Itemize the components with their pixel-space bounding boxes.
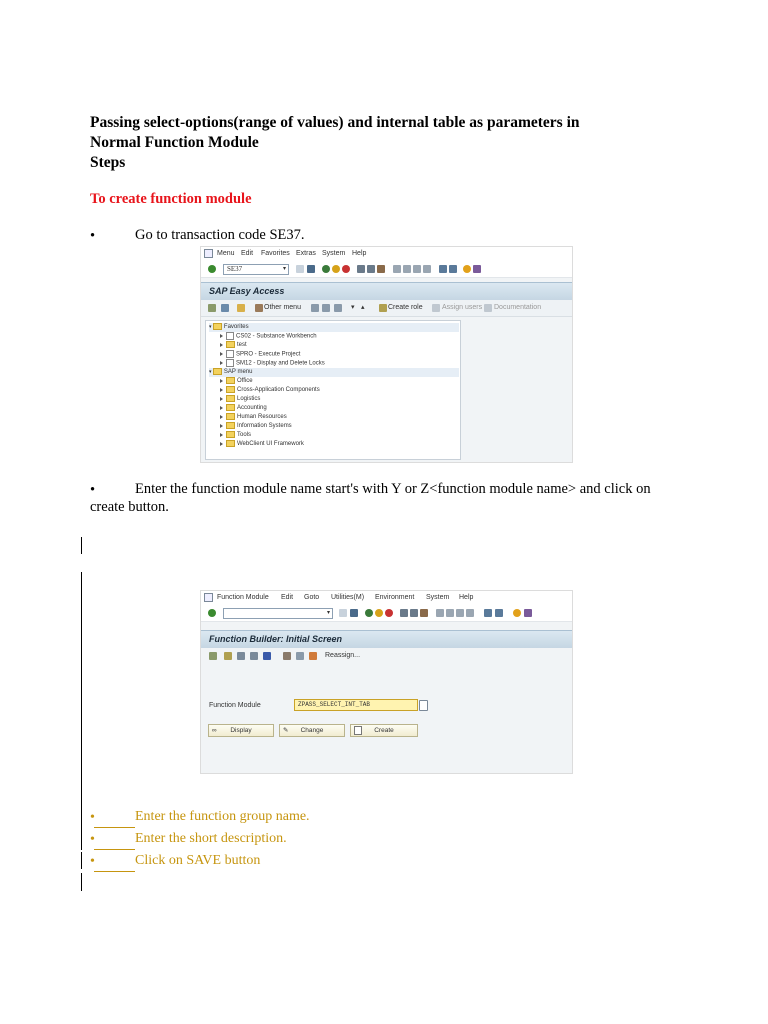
change-bar (81, 537, 82, 554)
underline-gap (94, 831, 135, 850)
sap-menubar (201, 247, 572, 261)
back-nav-icon[interactable] (322, 265, 330, 273)
business-workplace-icon[interactable] (237, 304, 245, 312)
exit-icon[interactable] (375, 609, 383, 617)
tree-node[interactable]: Logistics (220, 395, 260, 404)
documentation-icon[interactable] (484, 304, 492, 312)
tree-node[interactable]: CS02 - Substance Workbench (220, 332, 317, 341)
assign-users-icon[interactable] (432, 304, 440, 312)
shortcut-icon[interactable] (449, 265, 457, 273)
sap-title-bar (201, 282, 572, 301)
heading-line-1: Passing select-options(range of values) and internal table as parameters in (90, 114, 580, 131)
pencil-icon: ✎ (283, 727, 289, 734)
underline-gap (94, 853, 135, 872)
tree-node[interactable]: Information Systems (220, 422, 292, 431)
delete-favorites-icon[interactable] (322, 304, 330, 312)
underline-gap (94, 809, 135, 828)
find-next-icon[interactable] (420, 609, 428, 617)
function-module-label: Function Module (209, 702, 261, 709)
bullet-item-2 (90, 480, 710, 520)
reassign-button[interactable]: Reassign... (325, 652, 361, 659)
menu-item[interactable]: Help (459, 594, 474, 601)
last-page-icon[interactable] (423, 265, 431, 273)
screen-title: SAP Easy Access (209, 286, 285, 296)
tree-node[interactable]: Human Resources (220, 413, 287, 422)
bullet-text-line-2: create button. (90, 499, 169, 515)
heading-line-2: Normal Function Module (90, 134, 259, 151)
assign-users-button[interactable]: Assign users (442, 304, 483, 311)
add-favorites-icon[interactable] (311, 304, 319, 312)
enter-icon[interactable] (208, 609, 216, 617)
document-heading (90, 113, 710, 173)
function-module-input[interactable]: ZPASS_SELECT_INT_TAB (294, 699, 418, 711)
screen-title: Function Builder: Initial Screen (209, 634, 343, 644)
menu-item[interactable]: Menu (217, 250, 235, 257)
sap-menu-icon[interactable] (221, 304, 229, 312)
list-item-text[interactable]: Enter the function group name. (135, 809, 310, 824)
dropdown-icon[interactable]: ▾ (282, 266, 286, 272)
tree-node[interactable]: test (220, 341, 247, 350)
menu-item[interactable]: Goto (304, 594, 320, 601)
new-document-icon (354, 726, 362, 735)
sap-easy-access-screenshot (200, 246, 573, 463)
tree-node-sap-menu[interactable]: ▾ SAP menu (209, 368, 459, 377)
heading-line-3: Steps (90, 154, 126, 171)
change-button[interactable]: ✎ Change (279, 724, 345, 737)
help-icon[interactable] (513, 609, 521, 617)
bullet-item-1 (90, 226, 690, 246)
print-icon[interactable] (400, 609, 408, 617)
bullet-dot: • (90, 810, 95, 825)
dropdown-icon[interactable]: ▾ (326, 610, 330, 616)
move-up-icon[interactable]: ▴ (361, 304, 365, 311)
bullet-dot: • (90, 832, 95, 847)
copy-icon[interactable] (296, 652, 304, 660)
tree-node[interactable]: Office (220, 377, 253, 386)
cancel-icon[interactable] (342, 265, 350, 273)
first-page-icon[interactable] (393, 265, 401, 273)
tree-node-favorites[interactable]: ▾ Favorites (209, 323, 459, 332)
find-icon[interactable] (410, 609, 418, 617)
menu-item[interactable]: Edit (281, 594, 294, 601)
list-item[interactable] (90, 853, 490, 873)
create-role-button[interactable]: Create role (388, 304, 423, 311)
bullet-text-line-1: Enter the function module name start's with Y or Z<function module name> and click on (135, 481, 651, 497)
first-page-icon[interactable] (436, 609, 444, 617)
next-page-icon[interactable] (456, 609, 464, 617)
tree-node[interactable]: SPRO - Execute Project (220, 350, 300, 359)
print-icon[interactable] (357, 265, 365, 273)
prev-page-icon[interactable] (403, 265, 411, 273)
menu-item[interactable]: Help (352, 250, 367, 257)
other-menu-icon[interactable] (255, 304, 263, 312)
create-role-icon[interactable] (379, 304, 387, 312)
window-menu-icon (204, 249, 213, 258)
shortcut-icon[interactable] (495, 609, 503, 617)
layout-icon[interactable] (524, 609, 532, 617)
user-menu-icon[interactable] (208, 304, 216, 312)
bullet-dot: • (90, 854, 95, 869)
move-down-icon[interactable]: ▾ (351, 304, 355, 311)
new-session-icon[interactable] (439, 265, 447, 273)
change-bar (81, 572, 82, 850)
menu-item[interactable]: Edit (241, 250, 254, 257)
display-button[interactable]: ∞ Display (208, 724, 274, 737)
rename-icon[interactable] (309, 652, 317, 660)
last-page-icon[interactable] (466, 609, 474, 617)
enter-icon[interactable] (208, 265, 216, 273)
sap-application-toolbar (201, 648, 572, 664)
info-icon[interactable] (263, 652, 271, 660)
sap-menubar (201, 591, 572, 605)
where-used-icon[interactable] (224, 652, 232, 660)
create-button[interactable]: Create (350, 724, 418, 737)
help-icon[interactable] (463, 265, 471, 273)
layout-icon[interactable] (473, 265, 481, 273)
prev-page-icon[interactable] (446, 609, 454, 617)
find-icon[interactable] (367, 265, 375, 273)
save-icon[interactable] (350, 609, 358, 617)
menu-item[interactable]: Function Module (217, 594, 269, 601)
tree-node[interactable]: Accounting (220, 404, 267, 413)
glasses-icon: ∞ (212, 727, 217, 734)
menu-item[interactable]: System (426, 594, 450, 601)
list-item-text[interactable]: Enter the short description. (135, 831, 287, 846)
next-page-icon[interactable] (413, 265, 421, 273)
tree-node[interactable]: SM12 - Display and Delete Locks (220, 359, 325, 368)
sap-title-bar (201, 630, 572, 649)
save-icon[interactable] (307, 265, 315, 273)
change-bar (81, 852, 82, 869)
window-menu-icon (204, 593, 213, 602)
list-item-text[interactable]: Click on SAVE button (135, 853, 261, 868)
menu-item[interactable]: Utilities(M) (331, 594, 365, 601)
menu-item[interactable]: Extras (296, 250, 316, 257)
function-builder-screenshot (200, 590, 573, 774)
documentation-button[interactable]: Documentation (494, 304, 542, 311)
find-next-icon[interactable] (377, 265, 385, 273)
change-favorites-icon[interactable] (334, 304, 342, 312)
menu-item[interactable]: Favorites (261, 250, 290, 257)
bullet-dot: • (90, 228, 96, 244)
command-field[interactable]: SE37 ▾ (223, 264, 289, 275)
list-item[interactable] (90, 809, 490, 829)
cancel-icon[interactable] (385, 609, 393, 617)
menu-item[interactable]: Environment (375, 594, 415, 601)
sap-command-bar (201, 261, 572, 278)
sap-menu-tree (205, 320, 461, 460)
test-icon[interactable] (237, 652, 245, 660)
tree-node[interactable]: WebClient UI Framework (220, 440, 304, 449)
change-bar (81, 873, 82, 891)
back-icon[interactable] (339, 609, 347, 617)
tree-node[interactable]: Tools (220, 431, 251, 440)
bullet-text: Go to transaction code SE37. (135, 227, 305, 243)
back-nav-icon[interactable] (365, 609, 373, 617)
exit-icon[interactable] (332, 265, 340, 273)
menu-item[interactable]: System (322, 250, 346, 257)
display-object-list-icon[interactable] (250, 652, 258, 660)
list-item[interactable] (90, 831, 490, 851)
tree-node[interactable]: Cross-Application Components (220, 386, 320, 395)
new-session-icon[interactable] (484, 609, 492, 617)
sap-application-toolbar (201, 300, 572, 317)
back-icon[interactable] (296, 265, 304, 273)
value-help-icon[interactable] (419, 700, 428, 711)
sap-command-bar (201, 605, 572, 622)
delete-icon[interactable] (283, 652, 291, 660)
other-object-icon[interactable] (209, 652, 217, 660)
command-field[interactable] (223, 608, 333, 619)
bullet-dot: • (90, 482, 96, 498)
section-title: To create function module (90, 191, 252, 207)
other-menu-button[interactable]: Other menu (264, 304, 301, 311)
